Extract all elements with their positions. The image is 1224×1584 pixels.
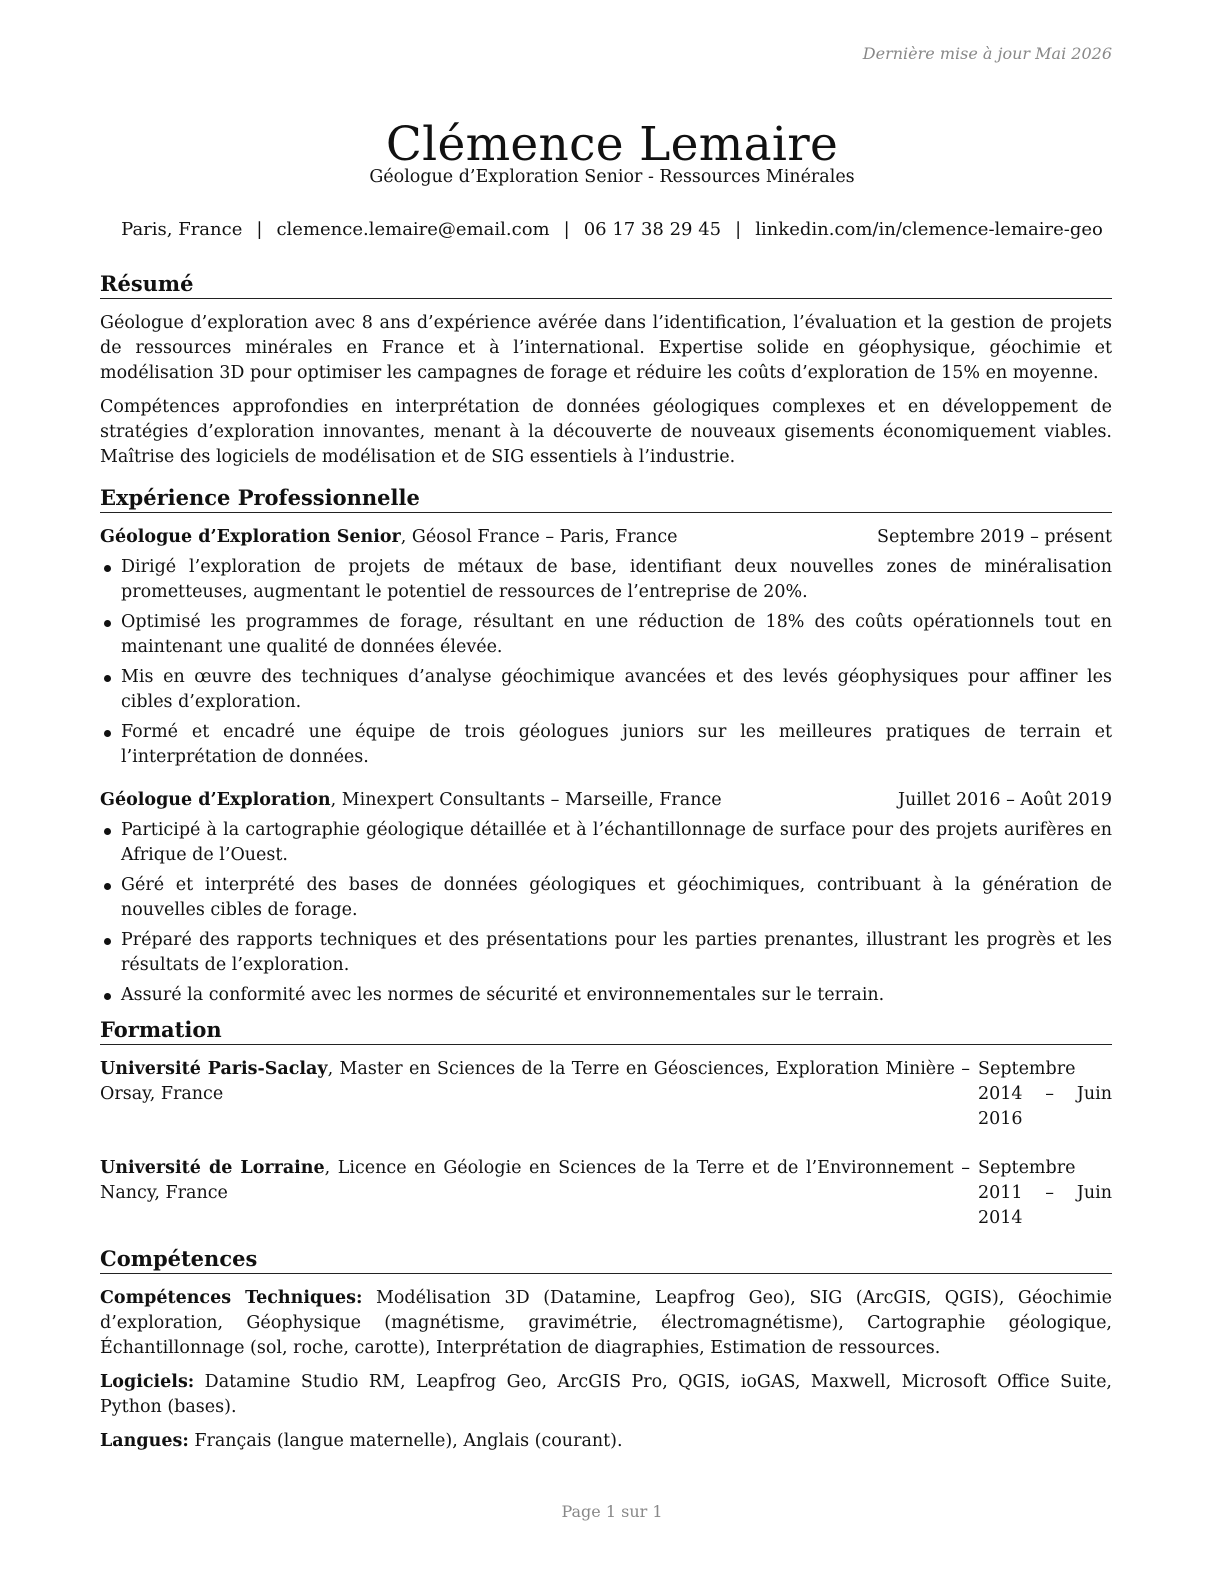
job-header bbox=[100, 788, 1112, 813]
job-role: Géologue d’Exploration bbox=[100, 790, 331, 810]
job-bullet: Formé et encadré une équipe de trois géologues juniors sur les meilleures pratiques de terrain et l’interprétation de données. bbox=[100, 720, 1112, 770]
job-role: Géologue d’Exploration Senior bbox=[100, 527, 401, 547]
summary-section bbox=[100, 270, 1112, 470]
skill-item bbox=[100, 1370, 1112, 1420]
resume-body bbox=[100, 270, 1112, 1463]
contact-separator: | bbox=[735, 219, 742, 240]
job-title-line bbox=[100, 525, 678, 550]
education-detail bbox=[100, 1057, 970, 1132]
section-title-skills: Compétences bbox=[100, 1245, 1112, 1274]
education-program: , Master en Sciences de la Terre en Géosciences, Exploration Minière – Orsay, France bbox=[100, 1059, 970, 1104]
education-dates: Septembre 2011 – Juin 2014 bbox=[978, 1158, 1112, 1228]
contact-separator: | bbox=[563, 219, 570, 240]
job-bullet: Mis en œuvre des techniques d’analyse géochimique avancées et des levés géophysiques pour affiner les cibles d’exploration. bbox=[100, 665, 1112, 715]
job-bullet: Géré et interprété des bases de données géologiques et géochimiques, contribuant à la génération de nouvelles cibles de forage. bbox=[100, 873, 1112, 923]
skill-label: Langues: bbox=[100, 1431, 189, 1451]
job-entry bbox=[100, 788, 1112, 1008]
person-name: Clémence Lemaire bbox=[385, 117, 839, 173]
skill-text: Datamine Studio RM, Leapfrog Geo, ArcGIS Pro, QGIS, ioGAS, Maxwell, Microsoft Office Suite, Python (bases). bbox=[100, 1372, 1112, 1417]
contact-line bbox=[0, 219, 1224, 240]
job-bullet: Participé à la cartographie géologique détaillée et à l’échantillonnage de surface pour des projets aurifères en Afrique de l’Ouest. bbox=[100, 818, 1112, 868]
summary-paragraph: Géologue d’exploration avec 8 ans d’expérience avérée dans l’identification, l’évaluation et la gestion de projets de ressources minérales en France et à l’international. Expertise solide en géophysique, géochimie et modélisation 3D pour optimiser les campagnes de forage et réduire les coûts d’exploration de 15% en moyenne. bbox=[100, 313, 1112, 383]
summary-paragraph: Compétences approfondies en interprétation de données géologiques complexes et en développement de stratégies d’exploration innovantes, menant à la découverte de nouveaux gisements économiquement viables. Maîtrise des logiciels de modélisation et de SIG essentiels à l’industrie. bbox=[100, 397, 1112, 467]
education-entry bbox=[100, 1156, 1112, 1231]
contact-phone: 06 17 38 29 45 bbox=[583, 219, 722, 240]
headline: Géologue d’Exploration Senior - Ressources Minérales bbox=[369, 167, 855, 187]
job-company: , Géosol France – Paris, France bbox=[400, 527, 678, 547]
section-title-education: Formation bbox=[100, 1016, 1112, 1045]
job-bullet: Assuré la conformité avec les normes de sécurité et environnementales sur le terrain. bbox=[100, 983, 1112, 1008]
education-section bbox=[100, 1016, 1112, 1231]
skill-item bbox=[100, 1286, 1112, 1361]
skill-label: Logiciels: bbox=[100, 1372, 195, 1392]
job-title-line bbox=[100, 788, 722, 813]
skill-item bbox=[100, 1429, 1112, 1454]
experience-section bbox=[100, 484, 1112, 1008]
job-dates: Septembre 2019 – présent bbox=[877, 527, 1112, 547]
education-school: Université Paris-Saclay bbox=[100, 1059, 328, 1079]
skills-section bbox=[100, 1245, 1112, 1454]
job-dates: Juillet 2016 – Août 2019 bbox=[897, 790, 1112, 810]
education-school: Université de Lorraine bbox=[100, 1158, 325, 1178]
education-program: , Licence en Géologie en Sciences de la Terre et de l’Environnement – Nancy, France bbox=[100, 1158, 970, 1203]
job-header bbox=[100, 525, 1112, 550]
contact-linkedin[interactable]: linkedin.com/in/clemence-lemaire-geo bbox=[755, 219, 1103, 240]
job-company: , Minexpert Consultants – Marseille, France bbox=[330, 790, 722, 810]
job-bullets bbox=[100, 555, 1112, 770]
job-bullet: Préparé des rapports techniques et des présentations pour les parties prenantes, illustrant les progrès et les résultats de l’exploration. bbox=[100, 928, 1112, 978]
job-bullet: Optimisé les programmes de forage, résultant en une réduction de 18% des coûts opérationnels tout en maintenant une qualité de données élevée. bbox=[100, 610, 1112, 660]
contact-location: Paris, France bbox=[121, 219, 243, 240]
job-bullets bbox=[100, 818, 1112, 1008]
job-bullet: Dirigé l’exploration de projets de métaux de base, identifiant deux nouvelles zones de minéralisation prometteuses, augmentant le potentiel de ressources de l’entreprise de 20%. bbox=[100, 555, 1112, 605]
education-dates: Septembre 2014 – Juin 2016 bbox=[978, 1059, 1112, 1129]
skill-text: Français (langue maternelle), Anglais (courant). bbox=[188, 1431, 623, 1451]
last-updated: Dernière mise à jour Mai 2026 bbox=[862, 44, 1112, 63]
skill-label: Compétences Techniques: bbox=[100, 1288, 363, 1308]
page-number: Page 1 sur 1 bbox=[561, 1502, 663, 1521]
skill-text: Modélisation 3D (Datamine, Leapfrog Geo), SIG (ArcGIS, QGIS), Géochimie d’exploration, Géophysique (magnétisme, gravimétrie, électromagnétisme), Cartographie géologique, Échantillonnage (sol, roche, carotte), Interprétation de diagraphies, Estimation de ressources. bbox=[100, 1288, 1113, 1358]
contact-separator: | bbox=[256, 219, 263, 240]
section-title-summary: Résumé bbox=[100, 270, 1112, 299]
job-entry bbox=[100, 525, 1112, 770]
education-entry bbox=[100, 1057, 1112, 1132]
education-detail bbox=[100, 1156, 970, 1231]
section-title-experience: Expérience Professionnelle bbox=[100, 484, 1112, 513]
contact-email[interactable]: clemence.lemaire@email.com bbox=[276, 219, 550, 240]
